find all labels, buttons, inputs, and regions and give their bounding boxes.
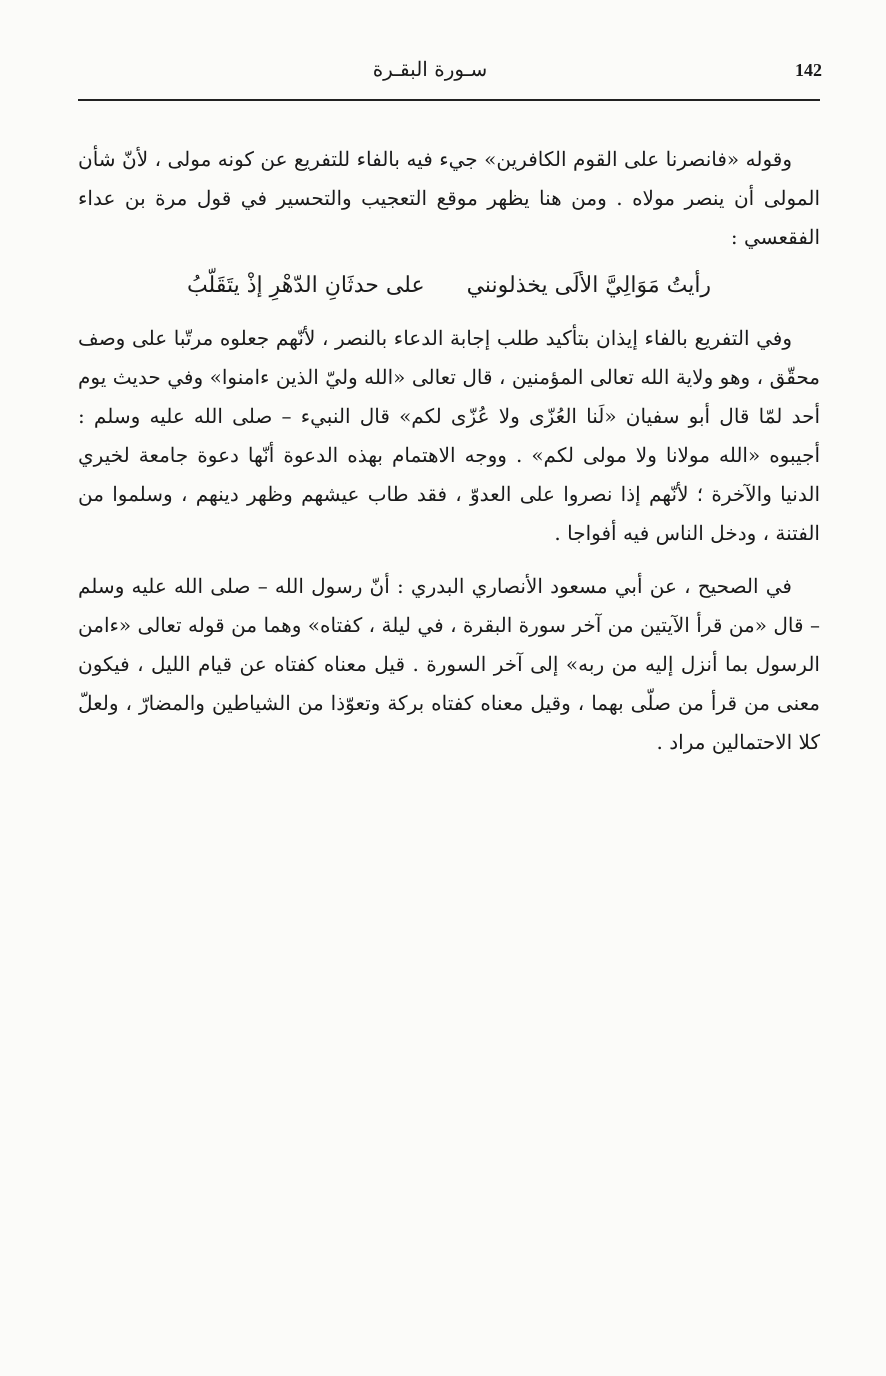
page-body	[78, 140, 820, 762]
poetry-verse	[78, 263, 820, 309]
paragraph-3: في الصحيح ، عن أبي مسعود الأنصاري البدري : أنّ رسول الله – صلى الله عليه وسلم – قال «من قرأ الآيتين من آخر سورة البقرة ، في ليلة ، كفتاه» وهما من قوله تعالى «ءامن الرسول بما أنزل إليه من ربه» إلى آخر السورة . قيل معناه كفتاه عن قيام الليل ، فيكون معنى من قرأ من صلّى بهما ، وقيل معناه كفتاه بركة وتعوّذا من الشياطين والمضارّ ، ولعلّ كلا الاحتمالين مراد .	[78, 574, 820, 754]
header-rule	[78, 99, 820, 101]
verse-first-hemistich: رأيتُ مَوَالِيَّ الألَى يخذلونني	[466, 273, 712, 298]
paragraph-1: وقوله «فانصرنا على القوم الكافرين» جيء فيه بالفاء للتفريع عن كونه مولى ، لأنّ شأن المولى أن ينصر مولاه . ومن هنا يظهر موقع التعجيب والتحسير في قول مرة بن عداء الفقعسي :	[78, 147, 820, 249]
paragraph-2: وفي التفريع بالفاء إيذان بتأكيد طلب إجابة الدعاء بالنصر ، لأنّهم جعلوه مرتّبا على وصف محقّق ، وهو ولاية الله تعالى المؤمنين ، قال تعالى «الله وليّ الذين ءامنوا» وفي حديث يوم أحد لمّا قال أبو سفيان «لَنا العُزّى ولا عُزّى لكم» قال النبيء – صلى الله عليه وسلم : أجيبوه «الله مولانا ولا مولى لكم» . ووجه الاهتمام بهذه الدعوة أنّها دعوة جامعة لخيري الدنيا والآخرة ؛ لأنّهم إذا نصروا على العدوّ ، فقد طاب عيشهم وظهر دينهم ، وسلموا من الفتنة ، ودخل الناس فيه أفواجا .	[78, 326, 820, 545]
verse-second-hemistich: على حدثَانِ الدّهْرِ إذْ يتَقَلّبُ	[186, 273, 425, 298]
page-number: 142	[795, 60, 822, 80]
running-title: سـورة البقـرة	[372, 57, 488, 81]
